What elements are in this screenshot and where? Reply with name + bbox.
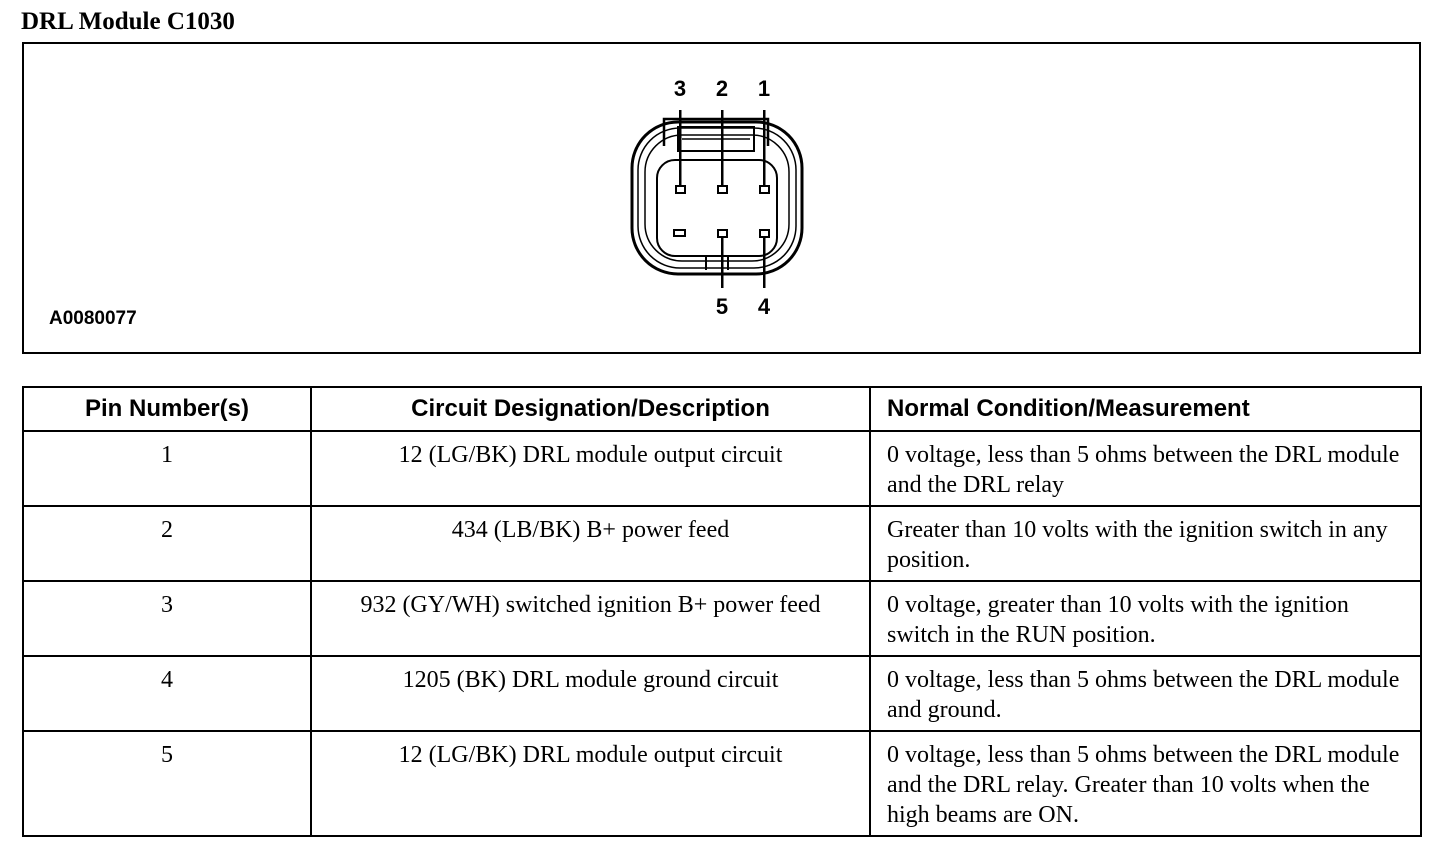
cell-condition: 0 voltage, less than 5 ohms between the DRL module and the DRL relay. Greater than 10 volts when the high beams are ON.: [870, 731, 1421, 836]
cell-circuit: 1205 (BK) DRL module ground circuit: [311, 656, 870, 731]
pin-label-4: 4: [757, 294, 771, 319]
cell-condition: Greater than 10 volts with the ignition switch in any position.: [870, 506, 1421, 581]
pin-terminals: [674, 186, 769, 237]
cell-pin: 3: [23, 581, 311, 656]
cell-pin: 4: [23, 656, 311, 731]
figure-id: A0080077: [49, 308, 137, 329]
pin-table: [22, 386, 1422, 837]
header-circuit: Circuit Designation/Description: [311, 387, 870, 431]
cell-pin: 1: [23, 431, 311, 506]
cell-circuit: 12 (LG/BK) DRL module output circuit: [311, 731, 870, 836]
table-row: [23, 431, 1421, 506]
cell-circuit: 434 (LB/BK) B+ power feed: [311, 506, 870, 581]
table-row: [23, 656, 1421, 731]
table-row: [23, 581, 1421, 656]
cell-circuit: 932 (GY/WH) switched ignition B+ power feed: [311, 581, 870, 656]
table-row: [23, 731, 1421, 836]
cell-condition: 0 voltage, less than 5 ohms between the DRL module and the DRL relay: [870, 431, 1421, 506]
cell-condition: 0 voltage, less than 5 ohms between the DRL module and ground.: [870, 656, 1421, 731]
connector-diagram: [24, 44, 1419, 352]
header-pin-number: Pin Number(s): [23, 387, 311, 431]
cell-circuit: 12 (LG/BK) DRL module output circuit: [311, 431, 870, 506]
page-title: DRL Module C1030: [21, 8, 235, 35]
cell-condition: 0 voltage, greater than 10 volts with the ignition switch in the RUN position.: [870, 581, 1421, 656]
pin-label-2: 2: [715, 76, 729, 101]
connector-figure: [22, 42, 1421, 354]
cell-pin: 2: [23, 506, 311, 581]
table-row: [23, 506, 1421, 581]
header-condition: Normal Condition/Measurement: [870, 387, 1421, 431]
pin-label-1: 1: [757, 76, 771, 101]
table-header-row: [23, 387, 1421, 431]
pin-label-5: 5: [715, 294, 729, 319]
pin-label-3: 3: [673, 76, 687, 101]
cell-pin: 5: [23, 731, 311, 836]
